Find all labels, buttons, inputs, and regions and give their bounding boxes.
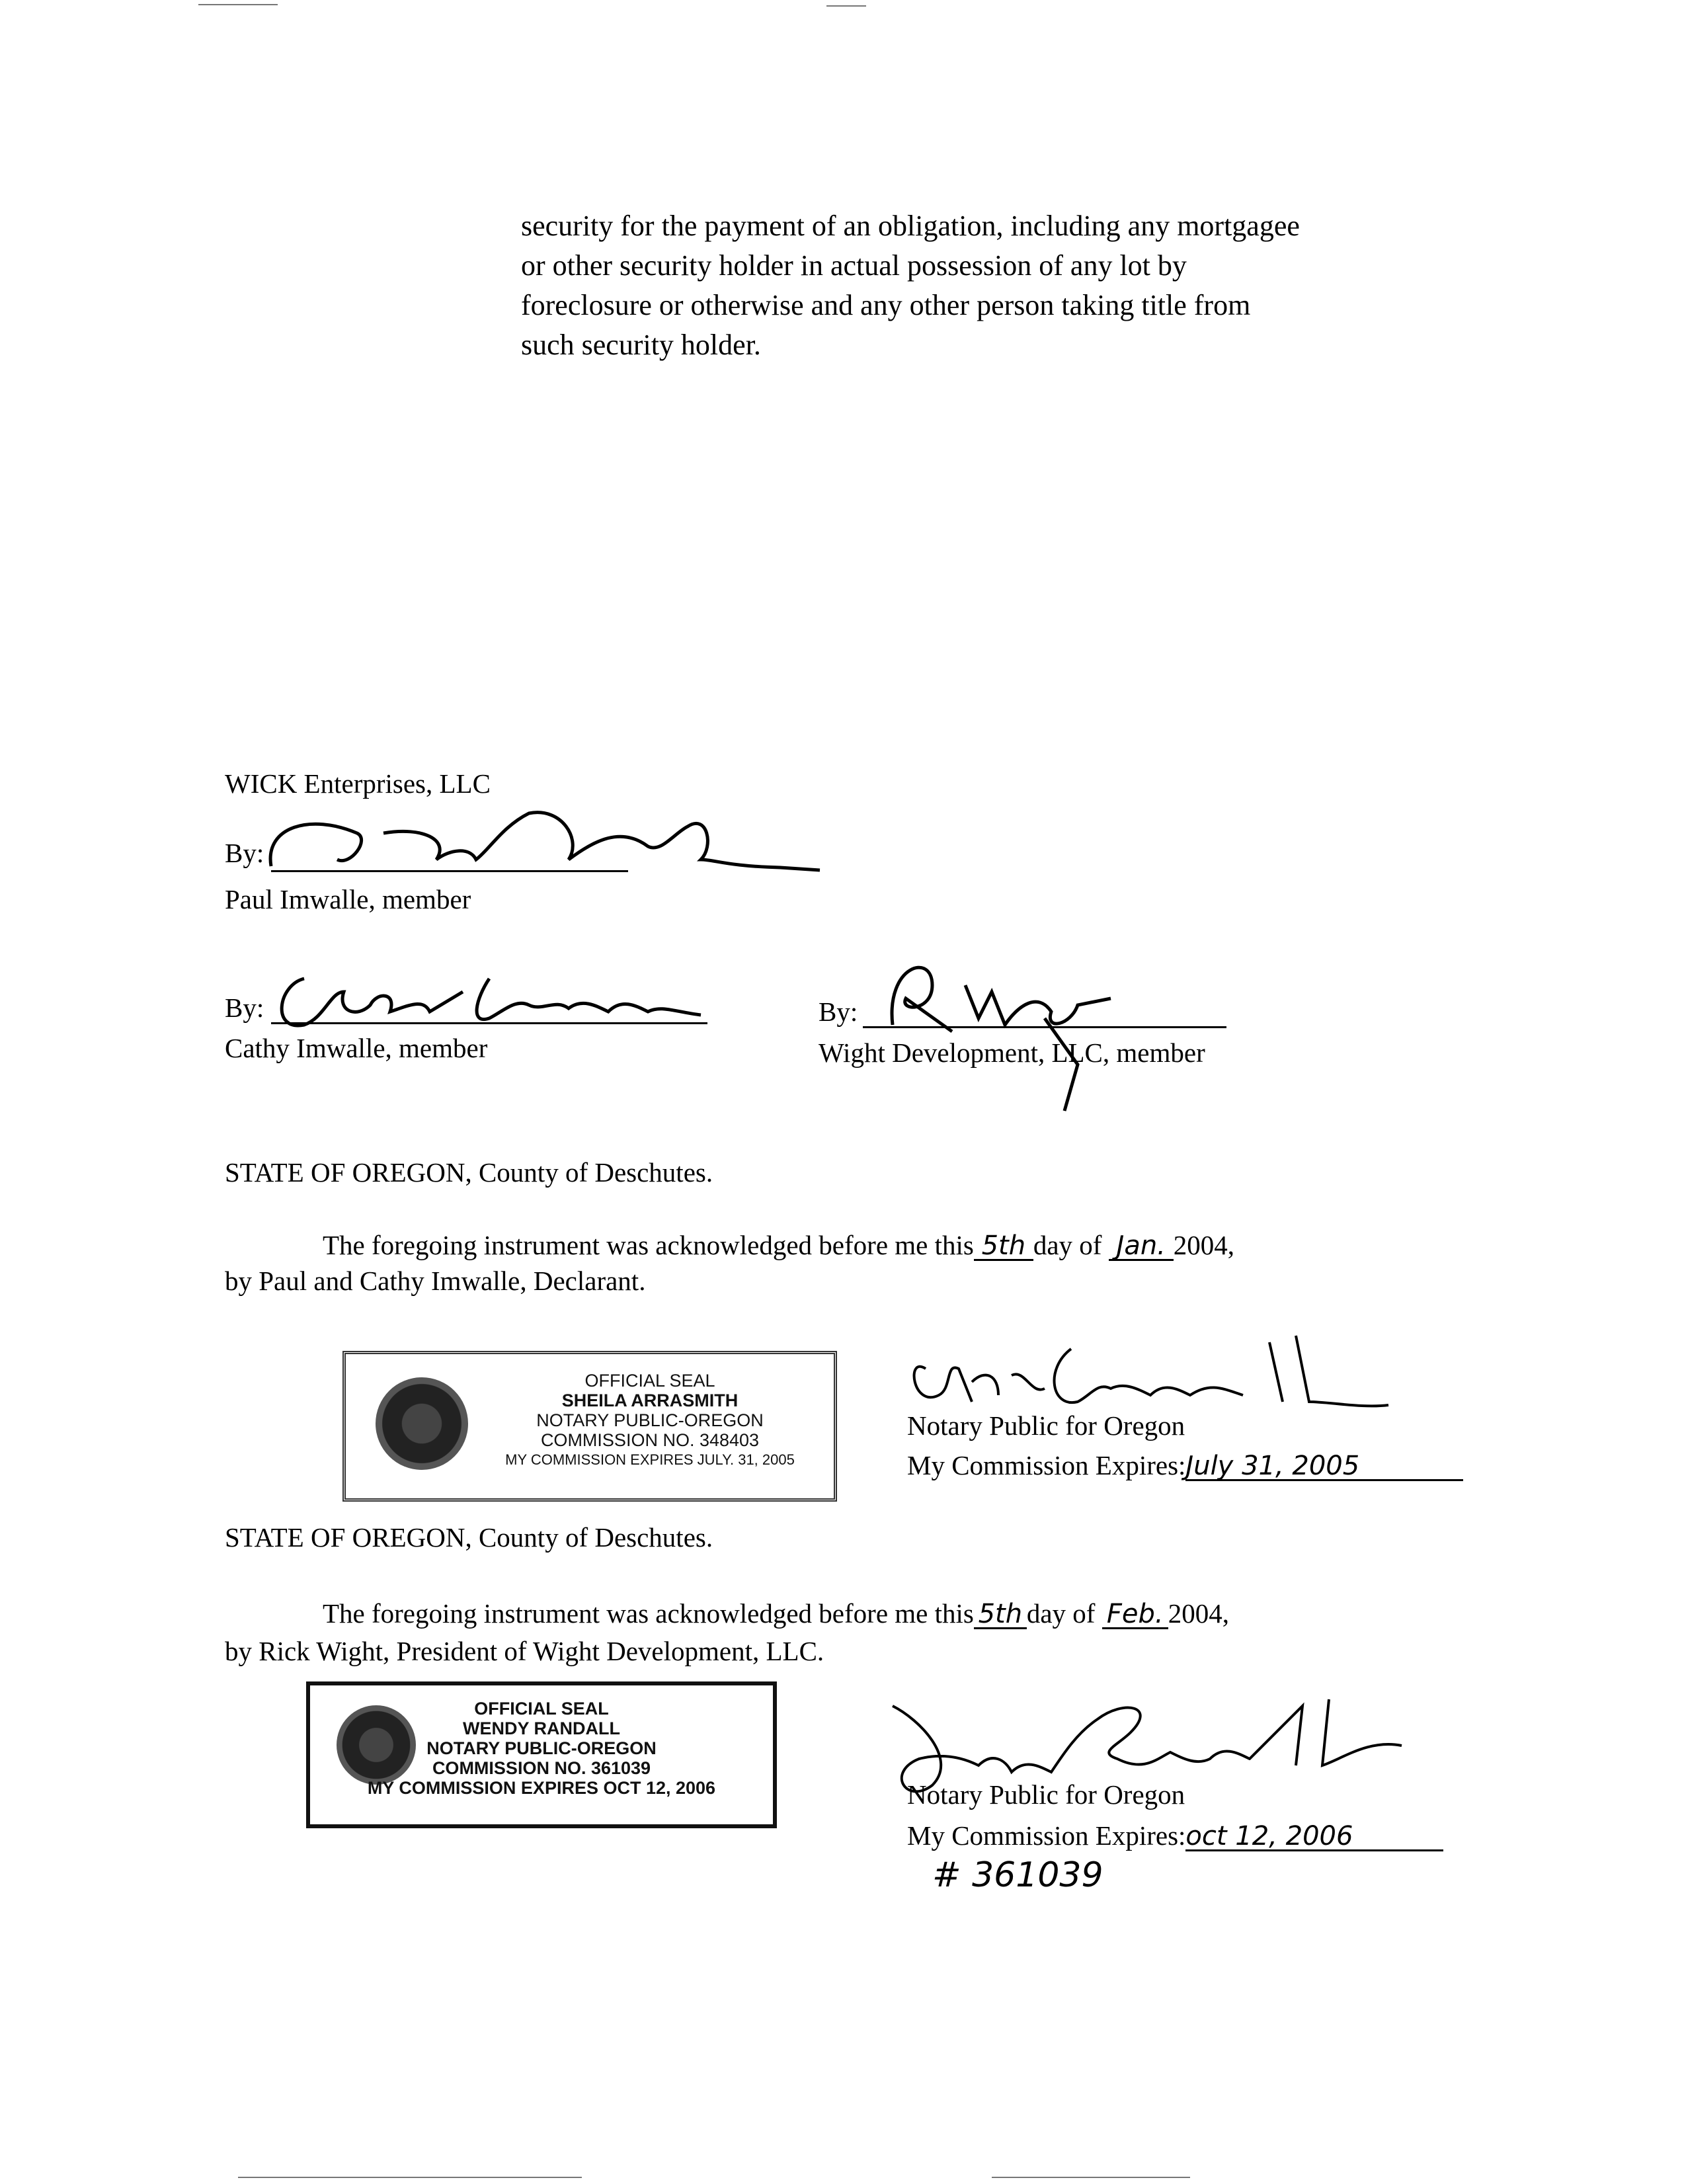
seal-line: MY COMMISSION EXPIRES JULY. 31, 2005 [505, 1451, 795, 1468]
month-handwritten: Feb. [1102, 1601, 1168, 1629]
notary-seal-arrasmith [342, 1351, 837, 1502]
paragraph-line: or other security holder in actual possession of any lot by [521, 249, 1187, 282]
year-text: 2004, [1173, 1230, 1234, 1260]
scan-artifact [992, 2177, 1190, 2178]
seal-line: OFFICIAL SEAL [474, 1699, 609, 1719]
seal-line: SHEILA ARRASMITH [561, 1391, 739, 1410]
by-label: By: [819, 996, 858, 1027]
notary-seal-randall [306, 1681, 777, 1828]
scan-artifact [198, 4, 278, 5]
deed-paragraph [521, 206, 1447, 365]
year-text: 2004, [1168, 1598, 1229, 1629]
commission-expires-handwritten: oct 12, 2006 [1185, 1823, 1443, 1851]
rick-wight-signature [879, 939, 1144, 1111]
commission-expires-handwritten: July 31, 2005 [1185, 1453, 1463, 1481]
seal-line: COMMISSION NO. 348403 [540, 1430, 760, 1450]
by-label: By: [225, 838, 264, 868]
commission-expires-line [907, 1452, 1463, 1481]
scan-artifact [238, 2177, 582, 2178]
acknowledgment-text: The foregoing instrument was acknowledged before me this [323, 1230, 974, 1260]
wick-enterprises-title: WICK Enterprises, LLC [225, 768, 491, 799]
seal-line: NOTARY PUBLIC-OREGON [536, 1410, 764, 1430]
acknowledged-by-line: by Rick Wight, President of Wight Development, LLC. [225, 1636, 824, 1666]
paragraph-line: such security holder. [521, 329, 761, 361]
state-county-line: STATE OF OREGON, County of Deschutes. [225, 1157, 713, 1188]
notary-public-label: Notary Public for Oregon [907, 1410, 1185, 1441]
by-label: By: [225, 992, 264, 1023]
seal-line: WENDY RANDALL [463, 1719, 620, 1738]
commission-expires-line [907, 1822, 1443, 1851]
seal-line: OFFICIAL SEAL [584, 1371, 715, 1391]
paul-imwalle-signature [251, 787, 820, 893]
acknowledgment-sentence [323, 1600, 1229, 1629]
commission-number-handwritten: # 361039 [932, 1855, 1103, 1895]
day-handwritten: 5th [974, 1601, 1027, 1629]
acknowledged-by-line: by Paul and Cathy Imwalle, Declarant. [225, 1266, 646, 1296]
seal-line: COMMISSION NO. 361039 [432, 1758, 651, 1778]
commission-expires-label: My Commission Expires: [907, 1820, 1186, 1851]
seal-text [310, 1699, 773, 1798]
cathy-imwalle-signature [264, 952, 727, 1038]
scan-artifact [826, 5, 866, 7]
paragraph-line: security for the payment of an obligation, including any mortgagee [521, 210, 1300, 242]
seal-line: MY COMMISSION EXPIRES OCT 12, 2006 [367, 1778, 716, 1798]
paragraph-line: foreclosure or otherwise and any other person taking title from [521, 289, 1251, 321]
commission-expires-label: My Commission Expires: [907, 1450, 1186, 1480]
paul-imwalle-caption: Paul Imwalle, member [225, 884, 471, 914]
cathy-imwalle-caption: Cathy Imwalle, member [225, 1033, 488, 1063]
notary-public-label: Notary Public for Oregon [907, 1779, 1185, 1810]
day-of-text: day of [1026, 1598, 1096, 1629]
wight-development-caption: Wight Development, LLC, member [819, 1037, 1205, 1068]
seal-text [478, 1371, 822, 1470]
day-handwritten: 5th [974, 1233, 1033, 1261]
state-seal-emblem [376, 1377, 468, 1470]
acknowledgment-sentence [323, 1232, 1234, 1261]
acknowledgment-text: The foregoing instrument was acknowledged before me this [323, 1598, 974, 1629]
state-county-line: STATE OF OREGON, County of Deschutes. [225, 1522, 713, 1553]
month-handwritten: Jan. [1109, 1233, 1174, 1261]
day-of-text: day of [1033, 1230, 1102, 1260]
seal-line: NOTARY PUBLIC-OREGON [426, 1738, 657, 1758]
